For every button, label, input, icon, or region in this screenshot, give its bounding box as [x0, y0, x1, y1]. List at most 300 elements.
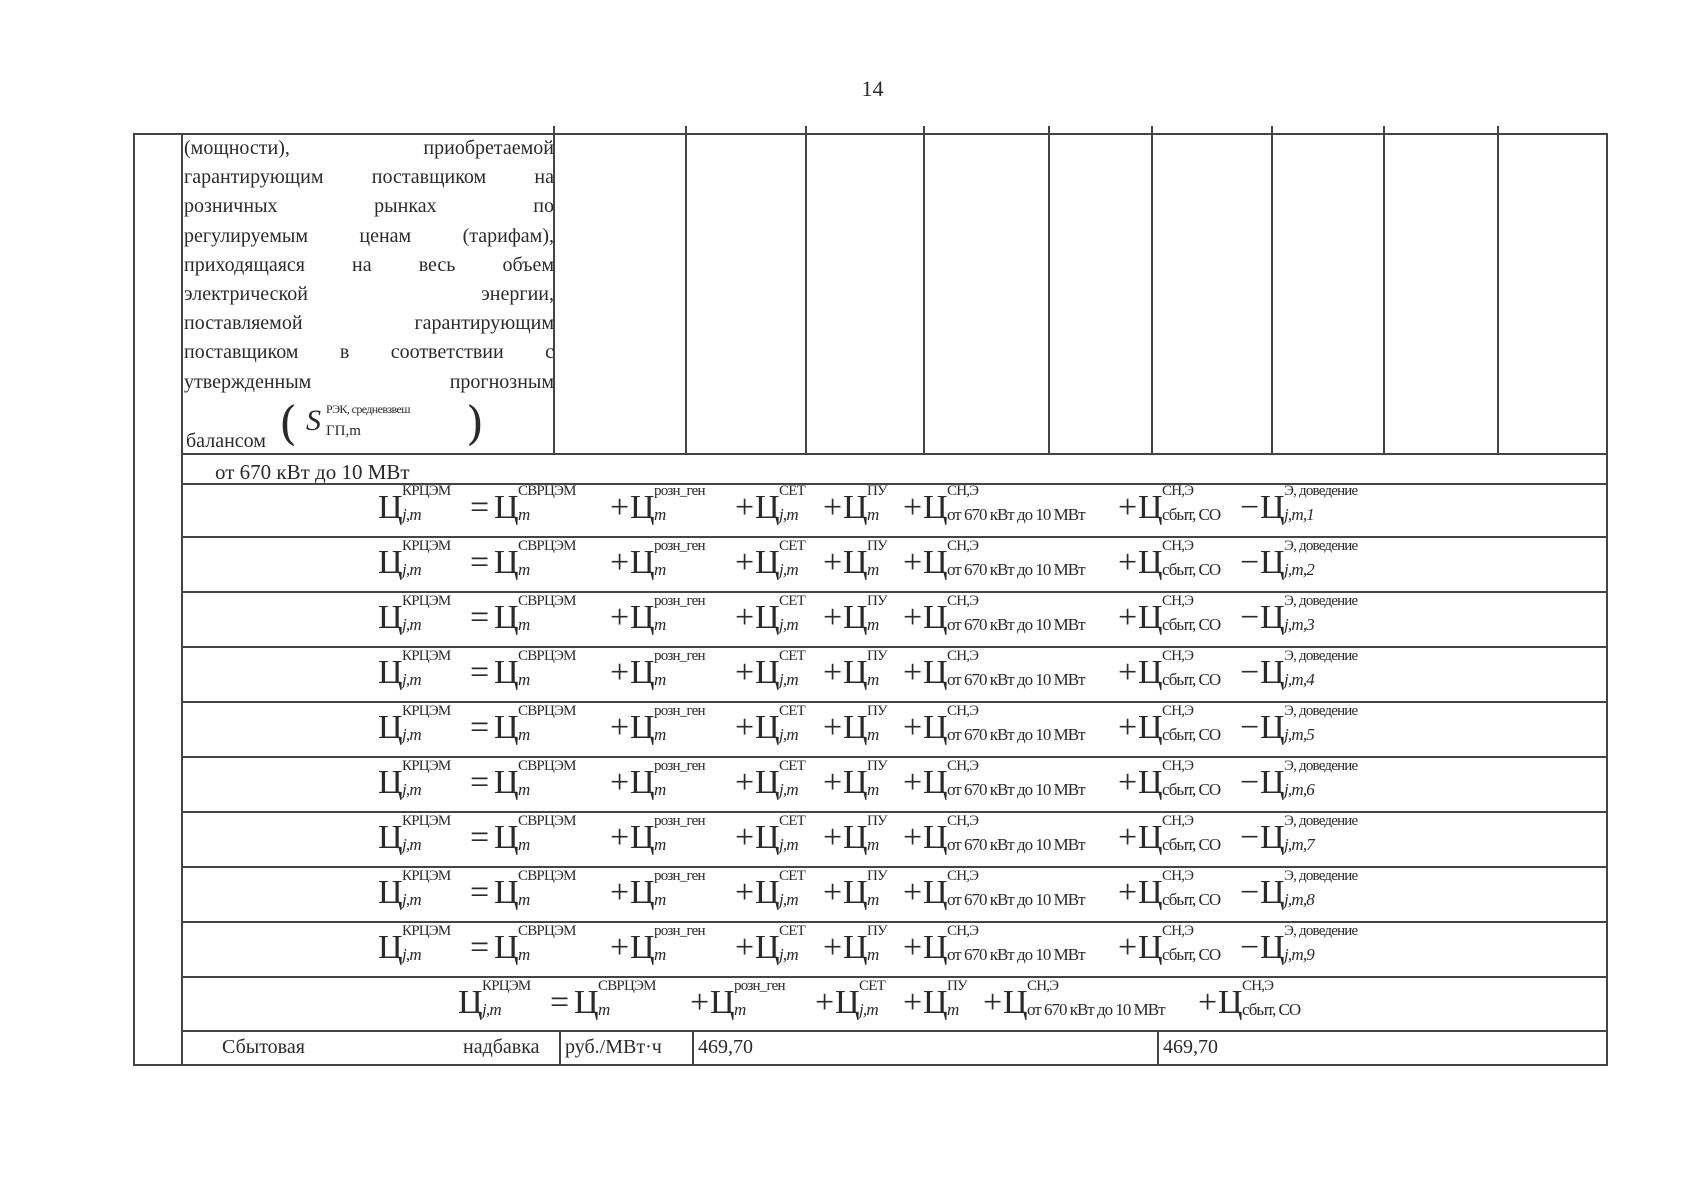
tsign: Ц — [494, 544, 519, 581]
equals: = — [470, 544, 490, 581]
grid-line — [1271, 126, 1273, 454]
tsign: Ц — [843, 599, 868, 636]
t5-sup: СН,Э — [947, 813, 979, 829]
lhs-sub: j,m — [402, 945, 421, 964]
plus: + — [735, 489, 755, 526]
tsign: Ц — [835, 984, 860, 1021]
tsign: Ц — [923, 874, 948, 911]
plus: + — [903, 654, 923, 691]
plus: + — [610, 489, 630, 526]
plus: + — [735, 654, 755, 691]
t3-sub: j,m — [779, 890, 798, 909]
t4-sub: m — [867, 670, 879, 689]
t5-sub: от 670 кВт до 10 МВт — [947, 780, 1085, 799]
plus: + — [610, 709, 630, 746]
t6-sub: сбыт, СО — [1162, 670, 1221, 689]
formula-row — [378, 483, 1478, 531]
page-number: 14 — [861, 76, 884, 101]
tsign: Ц — [843, 544, 868, 581]
formula-row — [378, 758, 1478, 806]
t6-sub: сбыт, СО — [1162, 560, 1221, 579]
plus: + — [1118, 709, 1138, 746]
t7-sub: j,m,5 — [1284, 725, 1315, 744]
lhs-sup: КРЦЭМ — [402, 923, 451, 939]
plus: + — [1118, 489, 1138, 526]
t7-sup: Э, доведение — [1284, 703, 1358, 719]
t7-sup: Э, доведение — [1284, 758, 1358, 774]
tsign: Ц — [755, 654, 780, 691]
grid-line — [685, 126, 687, 454]
t3-sup: СЕТ — [779, 923, 805, 939]
plus: + — [735, 599, 755, 636]
tsign: Ц — [458, 984, 483, 1021]
tsign: Ц — [494, 599, 519, 636]
minus: − — [1240, 544, 1260, 581]
grid-line — [1157, 1030, 1159, 1066]
t2-sup: розн_ген — [654, 703, 705, 719]
minus: − — [1240, 599, 1260, 636]
t7-sup: Э, доведение — [1284, 868, 1358, 884]
t3-sub: j,m — [859, 1000, 878, 1019]
t7-sub: j,m,7 — [1284, 835, 1315, 854]
plus: + — [610, 764, 630, 801]
t3-sub: j,m — [779, 725, 798, 744]
t4-sub: m — [867, 505, 879, 524]
t3-sup: СЕТ — [779, 868, 805, 884]
t4-sub: m — [867, 560, 879, 579]
grid-line — [1151, 126, 1153, 454]
tsign: Ц — [843, 874, 868, 911]
formula-row — [378, 813, 1478, 861]
tsign: Ц — [1138, 819, 1163, 856]
formula-row — [378, 703, 1478, 751]
t4-sup: ПУ — [867, 593, 887, 609]
t4-sup: ПУ — [867, 923, 887, 939]
t5-sup: СН,Э — [947, 758, 979, 774]
tsign: Ц — [755, 874, 780, 911]
description-line: приходящаяся на весь объем — [184, 253, 554, 276]
t3-sub: j,m — [779, 780, 798, 799]
t6-sup: СН,Э — [1162, 593, 1194, 609]
t1-sub: m — [518, 615, 530, 634]
minus: − — [1240, 489, 1260, 526]
table-left-column — [133, 133, 183, 1066]
t6-sup: СН,Э — [1162, 538, 1194, 554]
t1-sup: СВРЦЭМ — [518, 868, 576, 884]
minus: − — [1240, 874, 1260, 911]
t2-sup: розн_ген — [654, 813, 705, 829]
tsign: Ц — [494, 874, 519, 911]
equals: = — [470, 874, 490, 911]
tsign: Ц — [378, 929, 403, 966]
t3-sub: j,m — [779, 670, 798, 689]
t5-sup: СН,Э — [947, 923, 979, 939]
t6-sup: СН,Э — [1162, 648, 1194, 664]
description-line: утвержденным прогнозным — [184, 370, 554, 393]
t2-sup: розн_ген — [654, 868, 705, 884]
plus: + — [735, 544, 755, 581]
tsign: Ц — [755, 929, 780, 966]
tsign: Ц — [494, 764, 519, 801]
tsign: Ц — [843, 764, 868, 801]
tsign: Ц — [1138, 544, 1163, 581]
grid-line — [1497, 126, 1499, 454]
plus: + — [1118, 544, 1138, 581]
t2-sub: m — [654, 560, 666, 579]
tsign: Ц — [923, 599, 948, 636]
plus: + — [735, 764, 755, 801]
t1-sup: СВРЦЭМ — [518, 593, 576, 609]
t1-sub: m — [518, 835, 530, 854]
t4-sup: ПУ — [867, 538, 887, 554]
lhs-sub: j,m — [402, 835, 421, 854]
t6-sub: сбыт, СО — [1162, 945, 1221, 964]
tsign: Ц — [923, 764, 948, 801]
symbol-s-sub: ГП,m — [326, 423, 361, 439]
t5-sup: СН,Э — [947, 648, 979, 664]
t5-sup: СН,Э — [947, 703, 979, 719]
grid-line — [1048, 126, 1050, 454]
tsign: Ц — [630, 819, 655, 856]
t1-sub: m — [518, 560, 530, 579]
plus: + — [903, 929, 923, 966]
tsign: Ц — [1260, 819, 1285, 856]
minus: − — [1240, 929, 1260, 966]
t1-sup: СВРЦЭМ — [518, 538, 576, 554]
t7-sup: Э, доведение — [1284, 483, 1358, 499]
plus: + — [903, 599, 923, 636]
tsign: Ц — [843, 819, 868, 856]
tsign: Ц — [923, 819, 948, 856]
description-line: электрической энергии, — [184, 283, 554, 306]
tsign: Ц — [630, 874, 655, 911]
tsign: Ц — [1260, 489, 1285, 526]
tsign: Ц — [378, 819, 403, 856]
plus: + — [823, 544, 843, 581]
open-paren: ( — [279, 396, 297, 450]
plus: + — [903, 819, 923, 856]
description-symbol-line — [186, 396, 556, 452]
t2-sup: розн_ген — [654, 648, 705, 664]
tsign: Ц — [1260, 599, 1285, 636]
lhs-sub: j,m — [402, 725, 421, 744]
t3-sub: j,m — [779, 945, 798, 964]
plus: + — [903, 544, 923, 581]
tsign: Ц — [1260, 874, 1285, 911]
tsign: Ц — [378, 544, 403, 581]
plus: + — [610, 819, 630, 856]
footer-value-1: 469,70 — [698, 1036, 753, 1058]
t6-sup: СН,Э — [1162, 923, 1194, 939]
plus: + — [823, 874, 843, 911]
t4-sub: m — [867, 945, 879, 964]
t1-sub: m — [518, 945, 530, 964]
tsign: Ц — [1003, 984, 1028, 1021]
plus: + — [735, 929, 755, 966]
tsign: Ц — [1138, 654, 1163, 691]
t3-sup: СЕТ — [779, 813, 805, 829]
plus: + — [903, 984, 923, 1021]
lhs-sup: КРЦЭМ — [402, 593, 451, 609]
t1-sup: СВРЦЭМ — [598, 978, 656, 994]
t1-sub: m — [518, 670, 530, 689]
plus: + — [1198, 984, 1218, 1021]
t3-sup: СЕТ — [779, 593, 805, 609]
grid-line — [1383, 126, 1385, 454]
plus: + — [903, 709, 923, 746]
description-line: розничных рынках по — [184, 195, 554, 218]
t3-sup: СЕТ — [779, 483, 805, 499]
tsign: Ц — [1260, 764, 1285, 801]
t2-sub: m — [654, 725, 666, 744]
t2-sub: m — [734, 1000, 746, 1019]
t6-sup: СН,Э — [1242, 978, 1274, 994]
lhs-sup: КРЦЭМ — [402, 483, 451, 499]
t7-sup: Э, доведение — [1284, 593, 1358, 609]
plus: + — [735, 819, 755, 856]
t5-sub: от 670 кВт до 10 МВт — [947, 945, 1085, 964]
tsign: Ц — [843, 654, 868, 691]
t2-sup: розн_ген — [734, 978, 785, 994]
tsign: Ц — [630, 654, 655, 691]
row-line — [183, 1030, 1608, 1032]
tsign: Ц — [1138, 599, 1163, 636]
tsign: Ц — [494, 709, 519, 746]
tsign: Ц — [1218, 984, 1243, 1021]
plus: + — [610, 654, 630, 691]
formula-row — [378, 868, 1478, 916]
tsign: Ц — [843, 929, 868, 966]
plus: + — [815, 984, 835, 1021]
t2-sup: розн_ген — [654, 538, 705, 554]
t5-sub: от 670 кВт до 10 МВт — [1027, 1000, 1165, 1019]
plus: + — [823, 764, 843, 801]
t5-sup: СН,Э — [947, 483, 979, 499]
tsign: Ц — [923, 654, 948, 691]
t1-sup: СВРЦЭМ — [518, 703, 576, 719]
equals: = — [470, 599, 490, 636]
close-paren: ) — [466, 396, 484, 450]
plus: + — [1118, 929, 1138, 966]
t2-sub: m — [654, 890, 666, 909]
t7-sub: j,m,9 — [1284, 945, 1315, 964]
tsign: Ц — [1260, 709, 1285, 746]
tsign: Ц — [923, 929, 948, 966]
t4-sup: ПУ — [947, 978, 967, 994]
t3-sub: j,m — [779, 505, 798, 524]
t2-sup: розн_ген — [654, 593, 705, 609]
tsign: Ц — [843, 709, 868, 746]
plus: + — [610, 929, 630, 966]
tsign: Ц — [755, 764, 780, 801]
t1-sub: m — [518, 780, 530, 799]
t5-sub: от 670 кВт до 10 МВт — [947, 560, 1085, 579]
tsign: Ц — [923, 984, 948, 1021]
t7-sub: j,m,6 — [1284, 780, 1315, 799]
lhs-sub: j,m — [402, 505, 421, 524]
t2-sub: m — [654, 505, 666, 524]
tsign: Ц — [378, 599, 403, 636]
t4-sub: m — [867, 725, 879, 744]
tsign: Ц — [923, 544, 948, 581]
tsign: Ц — [494, 489, 519, 526]
t2-sup: розн_ген — [654, 758, 705, 774]
t6-sub: сбыт, СО — [1162, 835, 1221, 854]
t6-sub: сбыт, СО — [1162, 505, 1221, 524]
t4-sup: ПУ — [867, 703, 887, 719]
grid-line — [805, 126, 807, 454]
t1-sub: m — [518, 890, 530, 909]
lhs-sup: КРЦЭМ — [482, 978, 531, 994]
t1-sub: m — [598, 1000, 610, 1019]
footer-unit: руб./МВт·ч — [565, 1036, 662, 1058]
t4-sup: ПУ — [867, 868, 887, 884]
range-label: от 670 кВт до 10 МВт — [215, 460, 410, 484]
t1-sup: СВРЦЭМ — [518, 813, 576, 829]
t4-sub: m — [867, 780, 879, 799]
t3-sup: СЕТ — [779, 538, 805, 554]
grid-line — [692, 1030, 694, 1066]
tsign: Ц — [494, 654, 519, 691]
plus: + — [983, 984, 1003, 1021]
tsign: Ц — [630, 599, 655, 636]
lhs-sub: j,m — [402, 560, 421, 579]
t4-sup: ПУ — [867, 758, 887, 774]
t5-sub: от 670 кВт до 10 МВт — [947, 890, 1085, 909]
t7-sub: j,m,3 — [1284, 615, 1315, 634]
tsign: Ц — [755, 819, 780, 856]
symbol-s-sup: РЭК, средневзвеш — [326, 402, 410, 416]
tsign: Ц — [923, 489, 948, 526]
t3-sub: j,m — [779, 835, 798, 854]
lhs-sup: КРЦЭМ — [402, 813, 451, 829]
tsign: Ц — [378, 709, 403, 746]
plus: + — [823, 599, 843, 636]
plus: + — [610, 874, 630, 911]
minus: − — [1240, 819, 1260, 856]
formula-row — [378, 593, 1478, 641]
lhs-sup: КРЦЭМ — [402, 703, 451, 719]
tsign: Ц — [843, 489, 868, 526]
t5-sup: СН,Э — [1027, 978, 1059, 994]
tsign: Ц — [494, 929, 519, 966]
t3-sub: j,m — [779, 615, 798, 634]
t6-sup: СН,Э — [1162, 868, 1194, 884]
t5-sup: СН,Э — [947, 538, 979, 554]
symbol-s: S — [306, 404, 321, 437]
minus: − — [1240, 764, 1260, 801]
t6-sub: сбыт, СО — [1162, 725, 1221, 744]
lhs-sup: КРЦЭМ — [402, 648, 451, 664]
t3-sup: СЕТ — [859, 978, 885, 994]
tsign: Ц — [1138, 874, 1163, 911]
t2-sub: m — [654, 780, 666, 799]
tsign: Ц — [574, 984, 599, 1021]
t4-sup: ПУ — [867, 483, 887, 499]
t6-sup: СН,Э — [1162, 758, 1194, 774]
tsign: Ц — [1138, 489, 1163, 526]
tsign: Ц — [755, 544, 780, 581]
tsign: Ц — [494, 819, 519, 856]
equals: = — [470, 929, 490, 966]
lhs-sub: j,m — [402, 780, 421, 799]
t3-sup: СЕТ — [779, 648, 805, 664]
t5-sub: от 670 кВт до 10 МВт — [947, 725, 1085, 744]
t6-sub: сбыт, СО — [1242, 1000, 1301, 1019]
plus: + — [1118, 764, 1138, 801]
t5-sub: от 670 кВт до 10 МВт — [947, 505, 1085, 524]
tsign: Ц — [378, 654, 403, 691]
description-line: (мощности), приобретаемой — [184, 137, 554, 159]
lhs-sup: КРЦЭМ — [402, 868, 451, 884]
tsign: Ц — [630, 544, 655, 581]
lhs-sub: j,m — [482, 1000, 501, 1019]
t1-sub: m — [518, 505, 530, 524]
plus: + — [735, 874, 755, 911]
tsign: Ц — [755, 709, 780, 746]
equals: = — [470, 489, 490, 526]
description-line: гарантирующим поставщиком на — [184, 166, 554, 189]
tsign: Ц — [923, 709, 948, 746]
plus: + — [735, 709, 755, 746]
tsign: Ц — [710, 984, 735, 1021]
tsign: Ц — [1260, 544, 1285, 581]
t7-sub: j,m,8 — [1284, 890, 1315, 909]
description-line: поставщиком в соответствии с — [184, 341, 554, 364]
t3-sub: j,m — [779, 560, 798, 579]
t7-sup: Э, доведение — [1284, 538, 1358, 554]
tsign: Ц — [630, 489, 655, 526]
tsign: Ц — [378, 874, 403, 911]
t1-sup: СВРЦЭМ — [518, 483, 576, 499]
plus: + — [1118, 874, 1138, 911]
t6-sub: сбыт, СО — [1162, 890, 1221, 909]
footer-label-left: Сбытовая — [222, 1036, 305, 1058]
t2-sub: m — [654, 615, 666, 634]
tsign: Ц — [1138, 764, 1163, 801]
t2-sup: розн_ген — [654, 923, 705, 939]
t3-sup: СЕТ — [779, 703, 805, 719]
tsign: Ц — [1260, 929, 1285, 966]
t5-sub: от 670 кВт до 10 МВт — [947, 835, 1085, 854]
tsign: Ц — [630, 709, 655, 746]
t7-sub: j,m,2 — [1284, 560, 1315, 579]
t5-sup: СН,Э — [947, 868, 979, 884]
equals: = — [550, 984, 570, 1021]
plus: + — [823, 819, 843, 856]
t5-sub: от 670 кВт до 10 МВт — [947, 615, 1085, 634]
formula-row-summary — [458, 978, 1558, 1026]
row-line — [183, 453, 1608, 455]
t1-sup: СВРЦЭМ — [518, 923, 576, 939]
t2-sub: m — [654, 670, 666, 689]
t1-sub: m — [518, 725, 530, 744]
equals: = — [470, 654, 490, 691]
plus: + — [823, 654, 843, 691]
t4-sub: m — [867, 835, 879, 854]
lhs-sup: КРЦЭМ — [402, 538, 451, 554]
footer-label-right: надбавка — [463, 1036, 540, 1058]
t5-sub: от 670 кВт до 10 МВт — [947, 670, 1085, 689]
t6-sub: сбыт, СО — [1162, 780, 1221, 799]
grid-line — [559, 1030, 561, 1066]
description-last-word: балансом — [186, 430, 266, 452]
t4-sup: ПУ — [867, 813, 887, 829]
t4-sub: m — [947, 1000, 959, 1019]
tsign: Ц — [1260, 654, 1285, 691]
t7-sub: j,m,1 — [1284, 505, 1315, 524]
tsign: Ц — [630, 764, 655, 801]
